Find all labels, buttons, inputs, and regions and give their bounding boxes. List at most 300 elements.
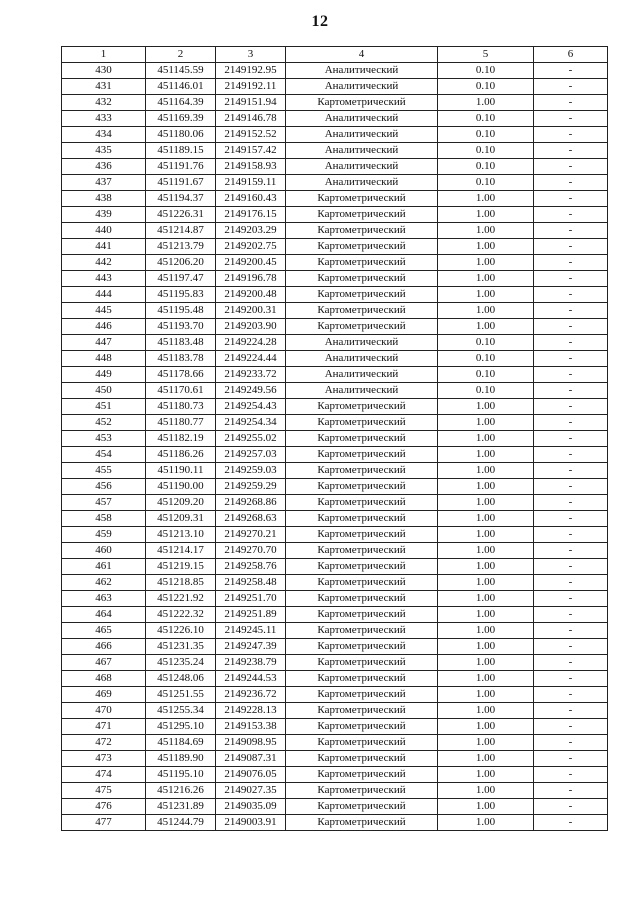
method-cell: Картометрический bbox=[286, 319, 438, 335]
accuracy-cell: 1.00 bbox=[438, 191, 534, 207]
note-cell: - bbox=[534, 527, 608, 543]
point-number-cell: 460 bbox=[62, 543, 146, 559]
x-coordinate-cell: 451183.48 bbox=[146, 335, 216, 351]
note-cell: - bbox=[534, 639, 608, 655]
note-cell: - bbox=[534, 399, 608, 415]
method-cell: Картометрический bbox=[286, 703, 438, 719]
note-cell: - bbox=[534, 559, 608, 575]
point-number-cell: 476 bbox=[62, 799, 146, 815]
x-coordinate-cell: 451209.31 bbox=[146, 511, 216, 527]
method-cell: Картометрический bbox=[286, 543, 438, 559]
x-coordinate-cell: 451191.67 bbox=[146, 175, 216, 191]
x-coordinate-cell: 451255.34 bbox=[146, 703, 216, 719]
accuracy-cell: 1.00 bbox=[438, 783, 534, 799]
column-header: 1 bbox=[62, 47, 146, 63]
table-row bbox=[62, 671, 608, 687]
accuracy-cell: 1.00 bbox=[438, 751, 534, 767]
point-number-cell: 464 bbox=[62, 607, 146, 623]
note-cell: - bbox=[534, 703, 608, 719]
accuracy-cell: 0.10 bbox=[438, 367, 534, 383]
y-coordinate-cell: 2149203.29 bbox=[216, 223, 286, 239]
accuracy-cell: 1.00 bbox=[438, 207, 534, 223]
accuracy-cell: 1.00 bbox=[438, 591, 534, 607]
x-coordinate-cell: 451193.70 bbox=[146, 319, 216, 335]
note-cell: - bbox=[534, 623, 608, 639]
method-cell: Картометрический bbox=[286, 591, 438, 607]
y-coordinate-cell: 2149259.03 bbox=[216, 463, 286, 479]
x-coordinate-cell: 451189.15 bbox=[146, 143, 216, 159]
column-header: 5 bbox=[438, 47, 534, 63]
point-number-cell: 439 bbox=[62, 207, 146, 223]
method-cell: Картометрический bbox=[286, 799, 438, 815]
point-number-cell: 450 bbox=[62, 383, 146, 399]
table-row bbox=[62, 527, 608, 543]
table-row bbox=[62, 767, 608, 783]
table-row bbox=[62, 495, 608, 511]
accuracy-cell: 1.00 bbox=[438, 767, 534, 783]
note-cell: - bbox=[534, 607, 608, 623]
y-coordinate-cell: 2149159.11 bbox=[216, 175, 286, 191]
point-number-cell: 457 bbox=[62, 495, 146, 511]
x-coordinate-cell: 451164.39 bbox=[146, 95, 216, 111]
table-row bbox=[62, 799, 608, 815]
point-number-cell: 430 bbox=[62, 63, 146, 79]
x-coordinate-cell: 451197.47 bbox=[146, 271, 216, 287]
table-row bbox=[62, 687, 608, 703]
y-coordinate-cell: 2149076.05 bbox=[216, 767, 286, 783]
method-cell: Картометрический bbox=[286, 447, 438, 463]
note-cell: - bbox=[534, 719, 608, 735]
method-cell: Картометрический bbox=[286, 815, 438, 831]
x-coordinate-cell: 451219.15 bbox=[146, 559, 216, 575]
table-row bbox=[62, 783, 608, 799]
note-cell: - bbox=[534, 447, 608, 463]
y-coordinate-cell: 2149202.75 bbox=[216, 239, 286, 255]
method-cell: Аналитический bbox=[286, 383, 438, 399]
x-coordinate-cell: 451180.06 bbox=[146, 127, 216, 143]
note-cell: - bbox=[534, 63, 608, 79]
y-coordinate-cell: 2149027.35 bbox=[216, 783, 286, 799]
page-number: 12 bbox=[311, 13, 329, 30]
table-header bbox=[62, 47, 608, 63]
note-cell: - bbox=[534, 751, 608, 767]
y-coordinate-cell: 2149259.29 bbox=[216, 479, 286, 495]
y-coordinate-cell: 2149251.70 bbox=[216, 591, 286, 607]
point-number-cell: 448 bbox=[62, 351, 146, 367]
table-row bbox=[62, 303, 608, 319]
method-cell: Картометрический bbox=[286, 623, 438, 639]
accuracy-cell: 1.00 bbox=[438, 95, 534, 111]
y-coordinate-cell: 2149258.76 bbox=[216, 559, 286, 575]
y-coordinate-cell: 2149200.45 bbox=[216, 255, 286, 271]
point-number-cell: 435 bbox=[62, 143, 146, 159]
accuracy-cell: 1.00 bbox=[438, 703, 534, 719]
y-coordinate-cell: 2149247.39 bbox=[216, 639, 286, 655]
y-coordinate-cell: 2149268.63 bbox=[216, 511, 286, 527]
method-cell: Картометрический bbox=[286, 575, 438, 591]
method-cell: Картометрический bbox=[286, 463, 438, 479]
y-coordinate-cell: 2149254.43 bbox=[216, 399, 286, 415]
x-coordinate-cell: 451206.20 bbox=[146, 255, 216, 271]
method-cell: Картометрический bbox=[286, 287, 438, 303]
method-cell: Картометрический bbox=[286, 719, 438, 735]
table-row bbox=[62, 367, 608, 383]
x-coordinate-cell: 451191.76 bbox=[146, 159, 216, 175]
point-number-cell: 434 bbox=[62, 127, 146, 143]
accuracy-cell: 1.00 bbox=[438, 431, 534, 447]
point-number-cell: 431 bbox=[62, 79, 146, 95]
accuracy-cell: 0.10 bbox=[438, 143, 534, 159]
note-cell: - bbox=[534, 687, 608, 703]
table-row bbox=[62, 447, 608, 463]
point-number-cell: 456 bbox=[62, 479, 146, 495]
column-header: 2 bbox=[146, 47, 216, 63]
point-number-cell: 451 bbox=[62, 399, 146, 415]
note-cell: - bbox=[534, 543, 608, 559]
y-coordinate-cell: 2149151.94 bbox=[216, 95, 286, 111]
method-cell: Картометрический bbox=[286, 687, 438, 703]
note-cell: - bbox=[534, 287, 608, 303]
note-cell: - bbox=[534, 415, 608, 431]
x-coordinate-cell: 451184.69 bbox=[146, 735, 216, 751]
y-coordinate-cell: 2149176.15 bbox=[216, 207, 286, 223]
point-number-cell: 472 bbox=[62, 735, 146, 751]
table-row bbox=[62, 127, 608, 143]
y-coordinate-cell: 2149203.90 bbox=[216, 319, 286, 335]
method-cell: Аналитический bbox=[286, 367, 438, 383]
x-coordinate-cell: 451221.92 bbox=[146, 591, 216, 607]
table-row bbox=[62, 207, 608, 223]
method-cell: Картометрический bbox=[286, 303, 438, 319]
point-number-cell: 477 bbox=[62, 815, 146, 831]
point-number-cell: 432 bbox=[62, 95, 146, 111]
point-number-cell: 469 bbox=[62, 687, 146, 703]
y-coordinate-cell: 2149098.95 bbox=[216, 735, 286, 751]
table-row bbox=[62, 463, 608, 479]
table-row bbox=[62, 639, 608, 655]
accuracy-cell: 1.00 bbox=[438, 543, 534, 559]
point-number-cell: 461 bbox=[62, 559, 146, 575]
method-cell: Картометрический bbox=[286, 255, 438, 271]
point-number-cell: 441 bbox=[62, 239, 146, 255]
point-number-cell: 444 bbox=[62, 287, 146, 303]
x-coordinate-cell: 451226.10 bbox=[146, 623, 216, 639]
table-row bbox=[62, 287, 608, 303]
method-cell: Картометрический bbox=[286, 271, 438, 287]
column-header: 3 bbox=[216, 47, 286, 63]
method-cell: Картометрический bbox=[286, 511, 438, 527]
note-cell: - bbox=[534, 175, 608, 191]
x-coordinate-cell: 451248.06 bbox=[146, 671, 216, 687]
point-number-cell: 452 bbox=[62, 415, 146, 431]
table-row bbox=[62, 559, 608, 575]
table-row bbox=[62, 383, 608, 399]
x-coordinate-cell: 451213.10 bbox=[146, 527, 216, 543]
note-cell: - bbox=[534, 239, 608, 255]
point-number-cell: 466 bbox=[62, 639, 146, 655]
method-cell: Картометрический bbox=[286, 191, 438, 207]
accuracy-cell: 1.00 bbox=[438, 655, 534, 671]
accuracy-cell: 0.10 bbox=[438, 159, 534, 175]
method-cell: Аналитический bbox=[286, 143, 438, 159]
y-coordinate-cell: 2149238.79 bbox=[216, 655, 286, 671]
accuracy-cell: 1.00 bbox=[438, 463, 534, 479]
x-coordinate-cell: 451226.31 bbox=[146, 207, 216, 223]
table-row bbox=[62, 319, 608, 335]
accuracy-cell: 1.00 bbox=[438, 671, 534, 687]
x-coordinate-cell: 451231.89 bbox=[146, 799, 216, 815]
y-coordinate-cell: 2149003.91 bbox=[216, 815, 286, 831]
y-coordinate-cell: 2149224.44 bbox=[216, 351, 286, 367]
accuracy-cell: 1.00 bbox=[438, 399, 534, 415]
accuracy-cell: 1.00 bbox=[438, 495, 534, 511]
note-cell: - bbox=[534, 207, 608, 223]
x-coordinate-cell: 451195.48 bbox=[146, 303, 216, 319]
x-coordinate-cell: 451189.90 bbox=[146, 751, 216, 767]
y-coordinate-cell: 2149196.78 bbox=[216, 271, 286, 287]
method-cell: Аналитический bbox=[286, 63, 438, 79]
note-cell: - bbox=[534, 127, 608, 143]
table-row bbox=[62, 623, 608, 639]
accuracy-cell: 1.00 bbox=[438, 719, 534, 735]
method-cell: Картометрический bbox=[286, 751, 438, 767]
table-row bbox=[62, 271, 608, 287]
table-row bbox=[62, 511, 608, 527]
table-row bbox=[62, 607, 608, 623]
method-cell: Картометрический bbox=[286, 207, 438, 223]
accuracy-cell: 0.10 bbox=[438, 335, 534, 351]
accuracy-cell: 1.00 bbox=[438, 447, 534, 463]
note-cell: - bbox=[534, 159, 608, 175]
x-coordinate-cell: 451190.00 bbox=[146, 479, 216, 495]
note-cell: - bbox=[534, 735, 608, 751]
table-row bbox=[62, 239, 608, 255]
x-coordinate-cell: 451169.39 bbox=[146, 111, 216, 127]
method-cell: Картометрический bbox=[286, 415, 438, 431]
table-row bbox=[62, 415, 608, 431]
accuracy-cell: 1.00 bbox=[438, 815, 534, 831]
method-cell: Картометрический bbox=[286, 223, 438, 239]
note-cell: - bbox=[534, 655, 608, 671]
method-cell: Аналитический bbox=[286, 79, 438, 95]
x-coordinate-cell: 451145.59 bbox=[146, 63, 216, 79]
table-row bbox=[62, 255, 608, 271]
table-row bbox=[62, 575, 608, 591]
accuracy-cell: 1.00 bbox=[438, 479, 534, 495]
point-number-cell: 471 bbox=[62, 719, 146, 735]
table-row bbox=[62, 431, 608, 447]
note-cell: - bbox=[534, 799, 608, 815]
accuracy-cell: 1.00 bbox=[438, 623, 534, 639]
point-number-cell: 459 bbox=[62, 527, 146, 543]
table-row bbox=[62, 655, 608, 671]
method-cell: Аналитический bbox=[286, 111, 438, 127]
note-cell: - bbox=[534, 495, 608, 511]
x-coordinate-cell: 451186.26 bbox=[146, 447, 216, 463]
note-cell: - bbox=[534, 671, 608, 687]
y-coordinate-cell: 2149200.31 bbox=[216, 303, 286, 319]
y-coordinate-cell: 2149270.21 bbox=[216, 527, 286, 543]
note-cell: - bbox=[534, 591, 608, 607]
accuracy-cell: 1.00 bbox=[438, 223, 534, 239]
x-coordinate-cell: 451214.87 bbox=[146, 223, 216, 239]
accuracy-cell: 1.00 bbox=[438, 799, 534, 815]
note-cell: - bbox=[534, 223, 608, 239]
y-coordinate-cell: 2149228.13 bbox=[216, 703, 286, 719]
coordinates-table bbox=[61, 46, 608, 831]
accuracy-cell: 1.00 bbox=[438, 319, 534, 335]
method-cell: Аналитический bbox=[286, 335, 438, 351]
x-coordinate-cell: 451190.11 bbox=[146, 463, 216, 479]
note-cell: - bbox=[534, 767, 608, 783]
accuracy-cell: 1.00 bbox=[438, 527, 534, 543]
table-row bbox=[62, 159, 608, 175]
column-header: 6 bbox=[534, 47, 608, 63]
y-coordinate-cell: 2149158.93 bbox=[216, 159, 286, 175]
point-number-cell: 474 bbox=[62, 767, 146, 783]
point-number-cell: 467 bbox=[62, 655, 146, 671]
point-number-cell: 470 bbox=[62, 703, 146, 719]
method-cell: Картометрический bbox=[286, 607, 438, 623]
y-coordinate-cell: 2149152.52 bbox=[216, 127, 286, 143]
y-coordinate-cell: 2149249.56 bbox=[216, 383, 286, 399]
accuracy-cell: 0.10 bbox=[438, 175, 534, 191]
table-row bbox=[62, 79, 608, 95]
table-row bbox=[62, 351, 608, 367]
note-cell: - bbox=[534, 783, 608, 799]
accuracy-cell: 1.00 bbox=[438, 271, 534, 287]
y-coordinate-cell: 2149035.09 bbox=[216, 799, 286, 815]
table-row bbox=[62, 735, 608, 751]
note-cell: - bbox=[534, 815, 608, 831]
note-cell: - bbox=[534, 335, 608, 351]
table-row bbox=[62, 591, 608, 607]
x-coordinate-cell: 451146.01 bbox=[146, 79, 216, 95]
note-cell: - bbox=[534, 79, 608, 95]
method-cell: Картометрический bbox=[286, 95, 438, 111]
method-cell: Картометрический bbox=[286, 239, 438, 255]
note-cell: - bbox=[534, 191, 608, 207]
table-row bbox=[62, 479, 608, 495]
method-cell: Картометрический bbox=[286, 767, 438, 783]
method-cell: Картометрический bbox=[286, 399, 438, 415]
accuracy-cell: 1.00 bbox=[438, 415, 534, 431]
x-coordinate-cell: 451170.61 bbox=[146, 383, 216, 399]
x-coordinate-cell: 451244.79 bbox=[146, 815, 216, 831]
accuracy-cell: 1.00 bbox=[438, 239, 534, 255]
accuracy-cell: 1.00 bbox=[438, 559, 534, 575]
y-coordinate-cell: 2149251.89 bbox=[216, 607, 286, 623]
point-number-cell: 455 bbox=[62, 463, 146, 479]
method-cell: Картометрический bbox=[286, 527, 438, 543]
y-coordinate-cell: 2149245.11 bbox=[216, 623, 286, 639]
note-cell: - bbox=[534, 511, 608, 527]
table-row bbox=[62, 543, 608, 559]
point-number-cell: 436 bbox=[62, 159, 146, 175]
x-coordinate-cell: 451235.24 bbox=[146, 655, 216, 671]
note-cell: - bbox=[534, 463, 608, 479]
y-coordinate-cell: 2149258.48 bbox=[216, 575, 286, 591]
accuracy-cell: 0.10 bbox=[438, 63, 534, 79]
point-number-cell: 447 bbox=[62, 335, 146, 351]
method-cell: Картометрический bbox=[286, 639, 438, 655]
accuracy-cell: 1.00 bbox=[438, 735, 534, 751]
table-row bbox=[62, 703, 608, 719]
x-coordinate-cell: 451180.73 bbox=[146, 399, 216, 415]
point-number-cell: 442 bbox=[62, 255, 146, 271]
point-number-cell: 465 bbox=[62, 623, 146, 639]
note-cell: - bbox=[534, 111, 608, 127]
table-row bbox=[62, 335, 608, 351]
point-number-cell: 440 bbox=[62, 223, 146, 239]
header-row bbox=[62, 47, 608, 63]
method-cell: Картометрический bbox=[286, 495, 438, 511]
y-coordinate-cell: 2149254.34 bbox=[216, 415, 286, 431]
column-header: 4 bbox=[286, 47, 438, 63]
y-coordinate-cell: 2149160.43 bbox=[216, 191, 286, 207]
method-cell: Картометрический bbox=[286, 783, 438, 799]
accuracy-cell: 1.00 bbox=[438, 255, 534, 271]
point-number-cell: 446 bbox=[62, 319, 146, 335]
y-coordinate-cell: 2149257.03 bbox=[216, 447, 286, 463]
accuracy-cell: 0.10 bbox=[438, 351, 534, 367]
point-number-cell: 454 bbox=[62, 447, 146, 463]
point-number-cell: 463 bbox=[62, 591, 146, 607]
point-number-cell: 438 bbox=[62, 191, 146, 207]
y-coordinate-cell: 2149087.31 bbox=[216, 751, 286, 767]
method-cell: Аналитический bbox=[286, 159, 438, 175]
x-coordinate-cell: 451218.85 bbox=[146, 575, 216, 591]
x-coordinate-cell: 451213.79 bbox=[146, 239, 216, 255]
accuracy-cell: 0.10 bbox=[438, 383, 534, 399]
table-row bbox=[62, 175, 608, 191]
x-coordinate-cell: 451194.37 bbox=[146, 191, 216, 207]
x-coordinate-cell: 451195.83 bbox=[146, 287, 216, 303]
note-cell: - bbox=[534, 367, 608, 383]
note-cell: - bbox=[534, 383, 608, 399]
note-cell: - bbox=[534, 319, 608, 335]
table-row bbox=[62, 751, 608, 767]
note-cell: - bbox=[534, 271, 608, 287]
table-row bbox=[62, 719, 608, 735]
point-number-cell: 473 bbox=[62, 751, 146, 767]
accuracy-cell: 0.10 bbox=[438, 111, 534, 127]
method-cell: Аналитический bbox=[286, 351, 438, 367]
point-number-cell: 462 bbox=[62, 575, 146, 591]
y-coordinate-cell: 2149270.70 bbox=[216, 543, 286, 559]
accuracy-cell: 1.00 bbox=[438, 303, 534, 319]
table-row bbox=[62, 63, 608, 79]
note-cell: - bbox=[534, 431, 608, 447]
method-cell: Картометрический bbox=[286, 671, 438, 687]
table-row bbox=[62, 191, 608, 207]
y-coordinate-cell: 2149192.95 bbox=[216, 63, 286, 79]
accuracy-cell: 1.00 bbox=[438, 639, 534, 655]
table-row bbox=[62, 399, 608, 415]
method-cell: Аналитический bbox=[286, 175, 438, 191]
point-number-cell: 449 bbox=[62, 367, 146, 383]
accuracy-cell: 0.10 bbox=[438, 127, 534, 143]
point-number-cell: 475 bbox=[62, 783, 146, 799]
table-row bbox=[62, 111, 608, 127]
table-row bbox=[62, 815, 608, 831]
method-cell: Аналитический bbox=[286, 127, 438, 143]
y-coordinate-cell: 2149224.28 bbox=[216, 335, 286, 351]
y-coordinate-cell: 2149244.53 bbox=[216, 671, 286, 687]
y-coordinate-cell: 2149255.02 bbox=[216, 431, 286, 447]
y-coordinate-cell: 2149268.86 bbox=[216, 495, 286, 511]
x-coordinate-cell: 451216.26 bbox=[146, 783, 216, 799]
